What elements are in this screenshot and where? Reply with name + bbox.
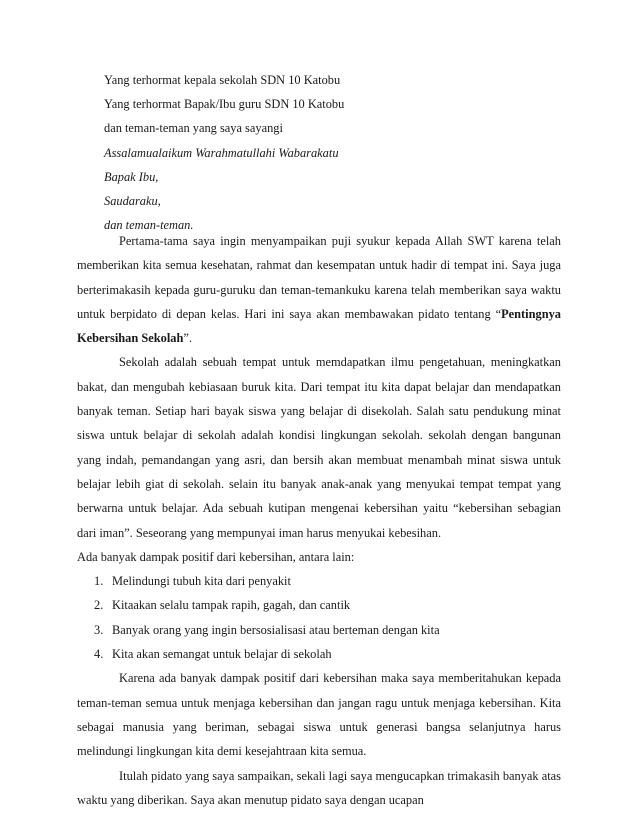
greeting-line: dan teman-teman. (104, 218, 194, 233)
paragraph-text: Pertama-tama saya ingin menyampaikan puji syukur kepada Allah SWT karena telah memberikan kita semua kesehatan, rahmat dan kesempatan untuk hadir di tempat ini. Saya juga berterimakasih kepada guru-guruku dan teman-temankuku karena telah memberikan saya waktu untuk berpidato di depan kelas. Hari ini saya akan membawakan pidato tentang “ (77, 234, 561, 321)
paragraph-opening (77, 229, 561, 350)
paragraph-closing: Itulah pidato yang saya sampaikan, sekali lagi saya mengucapkan trimakasih banyak atas waktu yang diberikan. Saya akan menutup pidato saya dengan ucapan (77, 768, 561, 807)
salutation-line: Yang terhormat Bapak/Ibu guru SDN 10 Katobu (104, 97, 345, 112)
list-item (77, 618, 561, 642)
salutation-line: dan teman-teman yang saya sayangi (104, 121, 283, 136)
benefits-list (77, 569, 561, 666)
list-text: Kitaakan selalu tampak rapih, gagah, dan cantik (112, 598, 351, 613)
list-text: Banyak orang yang ingin bersosialisasi atau berteman dengan kita (112, 622, 440, 637)
list-item (77, 642, 561, 666)
speech-body (77, 229, 561, 812)
paragraph-list-intro: Ada banyak dampak positif dari kebersihan, antara lain: (77, 549, 355, 564)
paragraph-text: ”. (183, 331, 192, 346)
greeting-line: Saudaraku, (104, 194, 161, 209)
list-number: 1. (94, 574, 104, 589)
list-item (77, 569, 561, 593)
speech-topic: Pentingnya Kebersihan Sekolah (77, 306, 561, 346)
list-number: 2. (94, 598, 104, 613)
paragraph-advice: Karena ada banyak dampak positif dari kebersihan maka saya memberitahukan kepada teman-teman semua untuk menjaga kebersihan dan jangan ragu untuk menjaga kebersihan. Kita sebagai manusia yang beriman, sebagai siswa untuk generasi bangsa selanjutnya harus melindungi lingkungan kita demi kesejahtraan kita semua. (77, 671, 561, 759)
list-text: Kita akan semangat untuk belajar di sekolah (112, 647, 332, 662)
list-item (77, 593, 561, 617)
greeting-line: Assalamualaikum Warahmatullahi Wabarakatu (104, 145, 339, 160)
salutation-line: Yang terhormat kepala sekolah SDN 10 Katobu (104, 73, 341, 87)
list-number: 4. (94, 647, 104, 662)
list-number: 3. (94, 622, 104, 637)
greeting-line: Bapak Ibu, (104, 169, 159, 184)
paragraph-school: Sekolah adalah sebuah tempat untuk memdapatkan ilmu pengetahuan, meningkatkan bakat, dan mengubah kebiasaan buruk kita. Dari tempat itu kita dapat belajar dan mendapatkan banyak teman. Setiap hari bayak siswa yang belajar di disekolah. Salah satu pendukung minat siswa untuk belajar di sekolah adalah kondisi lingkungan sekolah. sekolah dengan bangunan yang indah, pemandangan yang asri, dan bersih akan membuat menambah minat siswa untuk belajar lebih giat di sekolah. selain itu banyak anak-anak yang menyukai tempat tempat yang berwarna untuk belajar. Ada sebuah kutipan mengenai kebersihan yaitu “kebersihan sebagian dari iman”. Seseorang yang mempunyai iman harus menyukai kebesihan. (77, 355, 561, 540)
list-text: Melindungi tubuh kita dari penyakit (112, 574, 291, 589)
salutation-block (104, 68, 564, 237)
